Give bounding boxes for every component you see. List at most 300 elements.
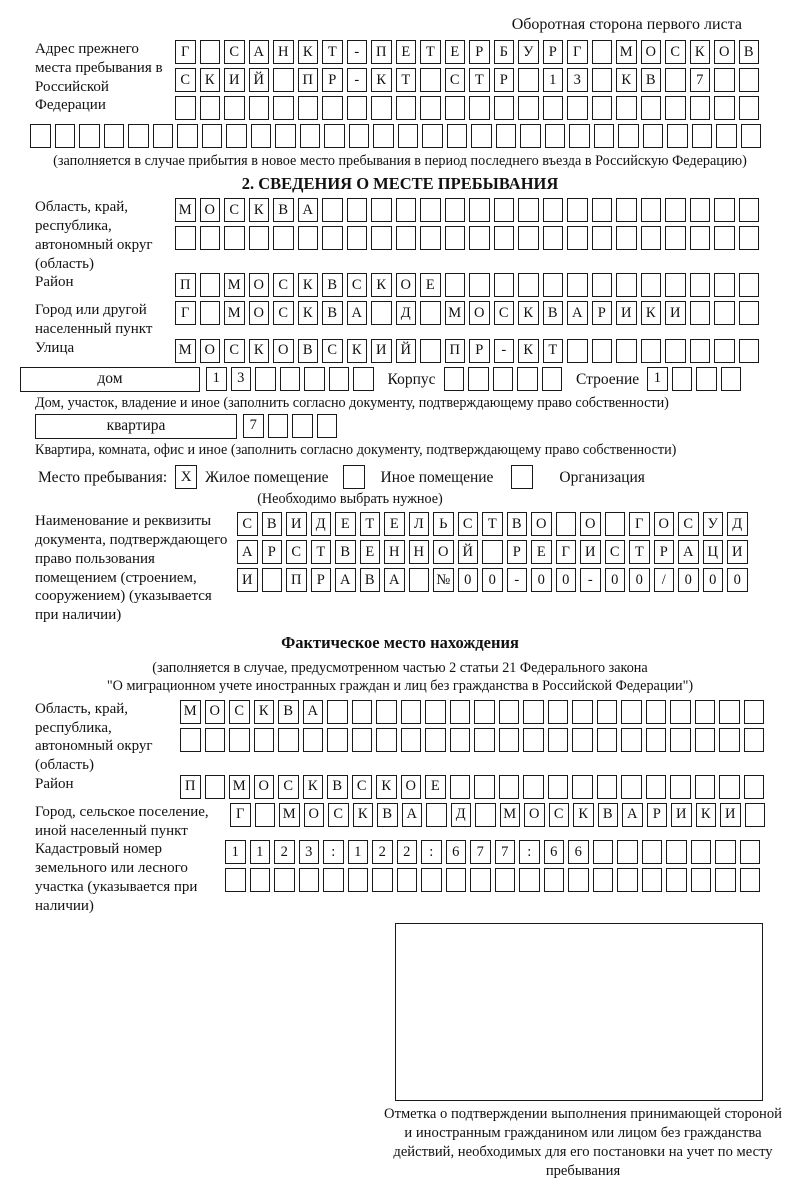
form-cell[interactable] — [262, 568, 283, 592]
form-cell[interactable] — [667, 124, 688, 148]
form-cell[interactable]: К — [298, 301, 319, 325]
form-cell[interactable]: 7 — [243, 414, 264, 438]
form-cell[interactable] — [690, 96, 711, 120]
form-cell[interactable] — [445, 226, 466, 250]
form-cell[interactable]: Б — [494, 40, 515, 64]
form-cell[interactable]: 1 — [206, 367, 227, 391]
form-cell[interactable]: С — [328, 803, 349, 827]
form-cell[interactable] — [739, 339, 760, 363]
form-cell[interactable] — [327, 700, 348, 724]
form-cell[interactable]: О — [654, 512, 675, 536]
form-cell[interactable] — [641, 339, 662, 363]
form-cell[interactable]: А — [347, 301, 368, 325]
form-cell[interactable]: О — [433, 540, 454, 564]
form-cell[interactable]: П — [371, 40, 392, 64]
form-cell[interactable] — [422, 124, 443, 148]
form-cell[interactable] — [719, 728, 740, 752]
form-cell[interactable]: Г — [230, 803, 251, 827]
form-cell[interactable]: У — [518, 40, 539, 64]
form-cell[interactable] — [273, 68, 294, 92]
form-cell[interactable]: К — [616, 68, 637, 92]
form-cell[interactable]: О — [249, 273, 270, 297]
form-cell[interactable]: Е — [335, 512, 356, 536]
form-cell[interactable]: Е — [384, 512, 405, 536]
form-cell[interactable] — [317, 414, 338, 438]
form-cell[interactable] — [721, 367, 742, 391]
form-cell[interactable] — [543, 226, 564, 250]
form-cell[interactable]: М — [180, 700, 201, 724]
form-cell[interactable]: 0 — [703, 568, 724, 592]
form-cell[interactable]: 2 — [372, 840, 393, 864]
form-cell[interactable]: Г — [556, 540, 577, 564]
form-cell[interactable] — [542, 367, 563, 391]
form-cell[interactable] — [616, 339, 637, 363]
form-cell[interactable] — [371, 226, 392, 250]
form-cell[interactable] — [420, 226, 441, 250]
form-cell[interactable] — [616, 226, 637, 250]
form-cell[interactable] — [691, 840, 712, 864]
form-cell[interactable]: Т — [360, 512, 381, 536]
form-cell[interactable] — [642, 840, 663, 864]
form-cell[interactable]: 2 — [274, 840, 295, 864]
form-cell[interactable]: А — [298, 198, 319, 222]
form-cell[interactable] — [605, 512, 626, 536]
form-cell[interactable] — [499, 775, 520, 799]
form-cell[interactable]: В — [641, 68, 662, 92]
form-cell[interactable] — [556, 512, 577, 536]
form-cell[interactable]: К — [347, 339, 368, 363]
form-cell[interactable] — [523, 728, 544, 752]
form-cell[interactable]: 0 — [605, 568, 626, 592]
form-cell[interactable]: И — [580, 540, 601, 564]
form-cell[interactable] — [55, 124, 76, 148]
form-cell[interactable]: С — [549, 803, 570, 827]
form-cell[interactable]: В — [322, 301, 343, 325]
form-cell[interactable]: К — [376, 775, 397, 799]
form-cell[interactable]: Г — [175, 40, 196, 64]
form-cell[interactable]: Р — [494, 68, 515, 92]
form-cell[interactable] — [744, 700, 765, 724]
form-cell[interactable] — [520, 124, 541, 148]
form-cell[interactable]: 7 — [495, 840, 516, 864]
form-cell[interactable] — [744, 728, 765, 752]
form-cell[interactable] — [548, 700, 569, 724]
form-cell[interactable]: Р — [322, 68, 343, 92]
form-cell[interactable]: 3 — [567, 68, 588, 92]
form-cell[interactable]: А — [384, 568, 405, 592]
form-cell[interactable]: 1 — [348, 840, 369, 864]
form-cell[interactable] — [695, 728, 716, 752]
form-cell[interactable] — [666, 868, 687, 892]
form-cell[interactable] — [79, 124, 100, 148]
form-cell[interactable]: 1 — [250, 840, 271, 864]
form-cell[interactable]: С — [352, 775, 373, 799]
residence-org-checkbox[interactable] — [511, 465, 533, 489]
form-cell[interactable] — [548, 728, 569, 752]
form-cell[interactable]: В — [598, 803, 619, 827]
form-cell[interactable]: А — [249, 40, 270, 64]
form-cell[interactable] — [225, 868, 246, 892]
form-cell[interactable]: С — [273, 273, 294, 297]
form-cell[interactable] — [468, 367, 489, 391]
form-cell[interactable] — [409, 568, 430, 592]
form-cell[interactable]: С — [286, 540, 307, 564]
form-cell[interactable]: : — [519, 840, 540, 864]
form-cell[interactable] — [322, 198, 343, 222]
form-cell[interactable] — [496, 124, 517, 148]
form-cell[interactable] — [646, 700, 667, 724]
form-cell[interactable]: О — [524, 803, 545, 827]
form-cell[interactable]: В — [739, 40, 760, 64]
form-cell[interactable]: А — [678, 540, 699, 564]
form-cell[interactable]: И — [616, 301, 637, 325]
form-cell[interactable]: П — [298, 68, 319, 92]
form-cell[interactable] — [250, 868, 271, 892]
form-cell[interactable]: К — [518, 301, 539, 325]
form-cell[interactable]: Г — [629, 512, 650, 536]
form-cell[interactable] — [519, 868, 540, 892]
form-cell[interactable] — [543, 273, 564, 297]
form-cell[interactable] — [304, 367, 325, 391]
form-cell[interactable]: 7 — [690, 68, 711, 92]
form-cell[interactable] — [482, 540, 503, 564]
form-cell[interactable] — [593, 868, 614, 892]
form-cell[interactable] — [175, 226, 196, 250]
form-cell[interactable]: 0 — [629, 568, 650, 592]
form-cell[interactable]: М — [616, 40, 637, 64]
form-cell[interactable] — [255, 803, 276, 827]
form-cell[interactable]: С — [175, 68, 196, 92]
form-cell[interactable] — [469, 198, 490, 222]
form-cell[interactable] — [592, 226, 613, 250]
form-cell[interactable] — [495, 868, 516, 892]
form-cell[interactable]: И — [727, 540, 748, 564]
form-cell[interactable]: Р — [654, 540, 675, 564]
form-cell[interactable] — [643, 124, 664, 148]
form-cell[interactable]: Е — [445, 40, 466, 64]
form-cell[interactable]: О — [273, 339, 294, 363]
form-cell[interactable] — [517, 367, 538, 391]
form-cell[interactable]: И — [237, 568, 258, 592]
form-cell[interactable] — [568, 868, 589, 892]
form-cell[interactable]: Ц — [703, 540, 724, 564]
form-cell[interactable] — [229, 728, 250, 752]
form-cell[interactable] — [444, 367, 465, 391]
form-cell[interactable]: Л — [409, 512, 430, 536]
form-cell[interactable]: С — [665, 40, 686, 64]
form-cell[interactable] — [642, 868, 663, 892]
form-cell[interactable]: С — [678, 512, 699, 536]
form-cell[interactable]: В — [360, 568, 381, 592]
form-cell[interactable]: И — [286, 512, 307, 536]
form-cell[interactable]: Й — [458, 540, 479, 564]
form-cell[interactable]: И — [720, 803, 741, 827]
form-cell[interactable] — [641, 96, 662, 120]
form-cell[interactable]: - — [580, 568, 601, 592]
form-cell[interactable] — [545, 124, 566, 148]
form-cell[interactable] — [665, 226, 686, 250]
form-cell[interactable]: 0 — [727, 568, 748, 592]
form-cell[interactable]: И — [371, 339, 392, 363]
form-cell[interactable] — [224, 96, 245, 120]
form-cell[interactable]: О — [714, 40, 735, 64]
form-cell[interactable]: В — [278, 700, 299, 724]
form-cell[interactable] — [739, 198, 760, 222]
form-cell[interactable]: Н — [409, 540, 430, 564]
form-cell[interactable] — [621, 775, 642, 799]
form-cell[interactable]: 3 — [231, 367, 252, 391]
form-cell[interactable] — [373, 124, 394, 148]
form-cell[interactable] — [275, 124, 296, 148]
form-cell[interactable] — [543, 96, 564, 120]
form-cell[interactable] — [670, 728, 691, 752]
form-cell[interactable] — [715, 868, 736, 892]
form-cell[interactable]: В — [298, 339, 319, 363]
form-cell[interactable] — [180, 728, 201, 752]
form-cell[interactable]: И — [665, 301, 686, 325]
form-cell[interactable]: - — [507, 568, 528, 592]
form-cell[interactable]: В — [377, 803, 398, 827]
form-cell[interactable] — [518, 273, 539, 297]
form-cell[interactable] — [719, 775, 740, 799]
form-cell[interactable] — [739, 301, 760, 325]
form-cell[interactable] — [621, 700, 642, 724]
form-cell[interactable]: 1 — [543, 68, 564, 92]
form-cell[interactable] — [548, 775, 569, 799]
form-cell[interactable] — [592, 40, 613, 64]
form-cell[interactable] — [200, 301, 221, 325]
form-cell[interactable] — [303, 728, 324, 752]
form-cell[interactable] — [646, 775, 667, 799]
form-cell[interactable] — [396, 96, 417, 120]
form-cell[interactable] — [254, 728, 275, 752]
form-cell[interactable]: О — [205, 700, 226, 724]
form-cell[interactable] — [450, 775, 471, 799]
form-cell[interactable] — [714, 301, 735, 325]
form-cell[interactable]: О — [200, 339, 221, 363]
form-cell[interactable] — [518, 226, 539, 250]
form-cell[interactable] — [690, 301, 711, 325]
form-cell[interactable] — [670, 700, 691, 724]
form-cell[interactable] — [592, 273, 613, 297]
form-cell[interactable] — [744, 775, 765, 799]
form-cell[interactable] — [499, 700, 520, 724]
form-cell[interactable]: Р — [592, 301, 613, 325]
form-cell[interactable] — [616, 198, 637, 222]
form-cell[interactable] — [494, 96, 515, 120]
form-cell[interactable]: М — [279, 803, 300, 827]
form-cell[interactable] — [469, 226, 490, 250]
form-cell[interactable] — [597, 775, 618, 799]
form-cell[interactable]: М — [229, 775, 250, 799]
form-cell[interactable] — [475, 803, 496, 827]
form-cell[interactable] — [372, 868, 393, 892]
form-cell[interactable]: А — [402, 803, 423, 827]
form-cell[interactable] — [420, 96, 441, 120]
form-cell[interactable]: Е — [531, 540, 552, 564]
form-cell[interactable]: О — [200, 198, 221, 222]
form-cell[interactable] — [469, 96, 490, 120]
form-cell[interactable]: 0 — [531, 568, 552, 592]
form-cell[interactable] — [695, 700, 716, 724]
form-cell[interactable]: К — [696, 803, 717, 827]
form-cell[interactable]: М — [445, 301, 466, 325]
form-cell[interactable]: О — [304, 803, 325, 827]
form-cell[interactable] — [200, 226, 221, 250]
form-cell[interactable] — [202, 124, 223, 148]
form-cell[interactable]: К — [249, 339, 270, 363]
form-cell[interactable] — [714, 198, 735, 222]
form-cell[interactable] — [714, 273, 735, 297]
form-cell[interactable]: Т — [322, 40, 343, 64]
form-cell[interactable] — [474, 775, 495, 799]
form-cell[interactable] — [425, 728, 446, 752]
form-cell[interactable]: Й — [396, 339, 417, 363]
form-cell[interactable] — [300, 124, 321, 148]
form-cell[interactable] — [450, 728, 471, 752]
form-cell[interactable]: Р — [469, 40, 490, 64]
form-cell[interactable] — [745, 803, 766, 827]
form-cell[interactable]: Т — [420, 40, 441, 64]
form-cell[interactable] — [200, 40, 221, 64]
form-cell[interactable]: Т — [543, 339, 564, 363]
form-cell[interactable]: О — [641, 40, 662, 64]
form-cell[interactable]: В — [507, 512, 528, 536]
form-cell[interactable] — [523, 700, 544, 724]
form-cell[interactable]: П — [180, 775, 201, 799]
form-cell[interactable] — [347, 96, 368, 120]
form-cell[interactable] — [205, 775, 226, 799]
form-cell[interactable] — [592, 198, 613, 222]
form-cell[interactable]: В — [543, 301, 564, 325]
form-cell[interactable]: 1 — [225, 840, 246, 864]
form-cell[interactable]: О — [469, 301, 490, 325]
form-cell[interactable] — [567, 198, 588, 222]
form-cell[interactable] — [268, 414, 289, 438]
form-cell[interactable]: К — [641, 301, 662, 325]
form-cell[interactable]: Р — [469, 339, 490, 363]
form-cell[interactable] — [299, 868, 320, 892]
form-cell[interactable] — [617, 840, 638, 864]
form-cell[interactable] — [255, 367, 276, 391]
form-cell[interactable] — [322, 226, 343, 250]
form-cell[interactable] — [177, 124, 198, 148]
form-cell[interactable] — [494, 226, 515, 250]
form-cell[interactable]: С — [445, 68, 466, 92]
form-cell[interactable]: М — [175, 339, 196, 363]
form-cell[interactable] — [740, 840, 761, 864]
form-cell[interactable]: П — [175, 273, 196, 297]
form-cell[interactable]: К — [200, 68, 221, 92]
kvartira-box[interactable]: квартира — [35, 414, 237, 439]
form-cell[interactable] — [273, 96, 294, 120]
form-cell[interactable]: К — [371, 68, 392, 92]
form-cell[interactable] — [401, 728, 422, 752]
form-cell[interactable] — [518, 68, 539, 92]
form-cell[interactable]: Й — [249, 68, 270, 92]
form-cell[interactable] — [249, 226, 270, 250]
form-cell[interactable]: Т — [482, 512, 503, 536]
form-cell[interactable] — [200, 96, 221, 120]
form-cell[interactable] — [322, 96, 343, 120]
form-cell[interactable] — [446, 868, 467, 892]
form-cell[interactable] — [715, 840, 736, 864]
form-cell[interactable]: О — [249, 301, 270, 325]
form-cell[interactable] — [274, 868, 295, 892]
form-cell[interactable]: 0 — [482, 568, 503, 592]
form-cell[interactable] — [397, 868, 418, 892]
form-cell[interactable] — [714, 96, 735, 120]
form-cell[interactable] — [518, 198, 539, 222]
form-cell[interactable] — [347, 226, 368, 250]
form-cell[interactable]: А — [567, 301, 588, 325]
form-cell[interactable] — [474, 728, 495, 752]
form-cell[interactable]: П — [286, 568, 307, 592]
residence-zhiloe-checkbox[interactable]: X — [175, 465, 197, 489]
form-cell[interactable]: М — [500, 803, 521, 827]
form-cell[interactable] — [690, 198, 711, 222]
form-cell[interactable] — [376, 700, 397, 724]
form-cell[interactable]: С — [224, 339, 245, 363]
form-cell[interactable] — [249, 96, 270, 120]
form-cell[interactable] — [128, 124, 149, 148]
form-cell[interactable]: Т — [469, 68, 490, 92]
form-cell[interactable] — [544, 868, 565, 892]
form-cell[interactable]: И — [671, 803, 692, 827]
form-cell[interactable]: С — [229, 700, 250, 724]
form-cell[interactable]: : — [421, 840, 442, 864]
form-cell[interactable]: М — [224, 301, 245, 325]
form-cell[interactable] — [646, 728, 667, 752]
form-cell[interactable] — [200, 273, 221, 297]
form-cell[interactable] — [594, 124, 615, 148]
form-cell[interactable] — [621, 728, 642, 752]
form-cell[interactable]: Е — [360, 540, 381, 564]
form-cell[interactable]: К — [371, 273, 392, 297]
form-cell[interactable] — [719, 700, 740, 724]
form-cell[interactable] — [741, 124, 762, 148]
form-cell[interactable] — [251, 124, 272, 148]
form-cell[interactable] — [420, 198, 441, 222]
form-cell[interactable] — [665, 339, 686, 363]
form-cell[interactable] — [567, 96, 588, 120]
form-cell[interactable]: С — [237, 512, 258, 536]
form-cell[interactable]: К — [690, 40, 711, 64]
form-cell[interactable]: В — [262, 512, 283, 536]
form-cell[interactable]: К — [254, 700, 275, 724]
form-cell[interactable]: Р — [647, 803, 668, 827]
form-cell[interactable] — [445, 273, 466, 297]
form-cell[interactable] — [470, 868, 491, 892]
form-cell[interactable] — [543, 198, 564, 222]
form-cell[interactable] — [739, 273, 760, 297]
form-cell[interactable]: Р — [262, 540, 283, 564]
form-cell[interactable]: С — [224, 40, 245, 64]
form-cell[interactable]: А — [237, 540, 258, 564]
form-cell[interactable]: 6 — [446, 840, 467, 864]
form-cell[interactable]: Д — [451, 803, 472, 827]
form-cell[interactable] — [666, 840, 687, 864]
form-cell[interactable] — [329, 367, 350, 391]
form-cell[interactable] — [592, 96, 613, 120]
form-cell[interactable]: М — [175, 198, 196, 222]
form-cell[interactable] — [175, 96, 196, 120]
form-cell[interactable] — [371, 198, 392, 222]
form-cell[interactable]: - — [347, 68, 368, 92]
form-cell[interactable] — [572, 775, 593, 799]
form-cell[interactable] — [665, 68, 686, 92]
form-cell[interactable]: В — [335, 540, 356, 564]
